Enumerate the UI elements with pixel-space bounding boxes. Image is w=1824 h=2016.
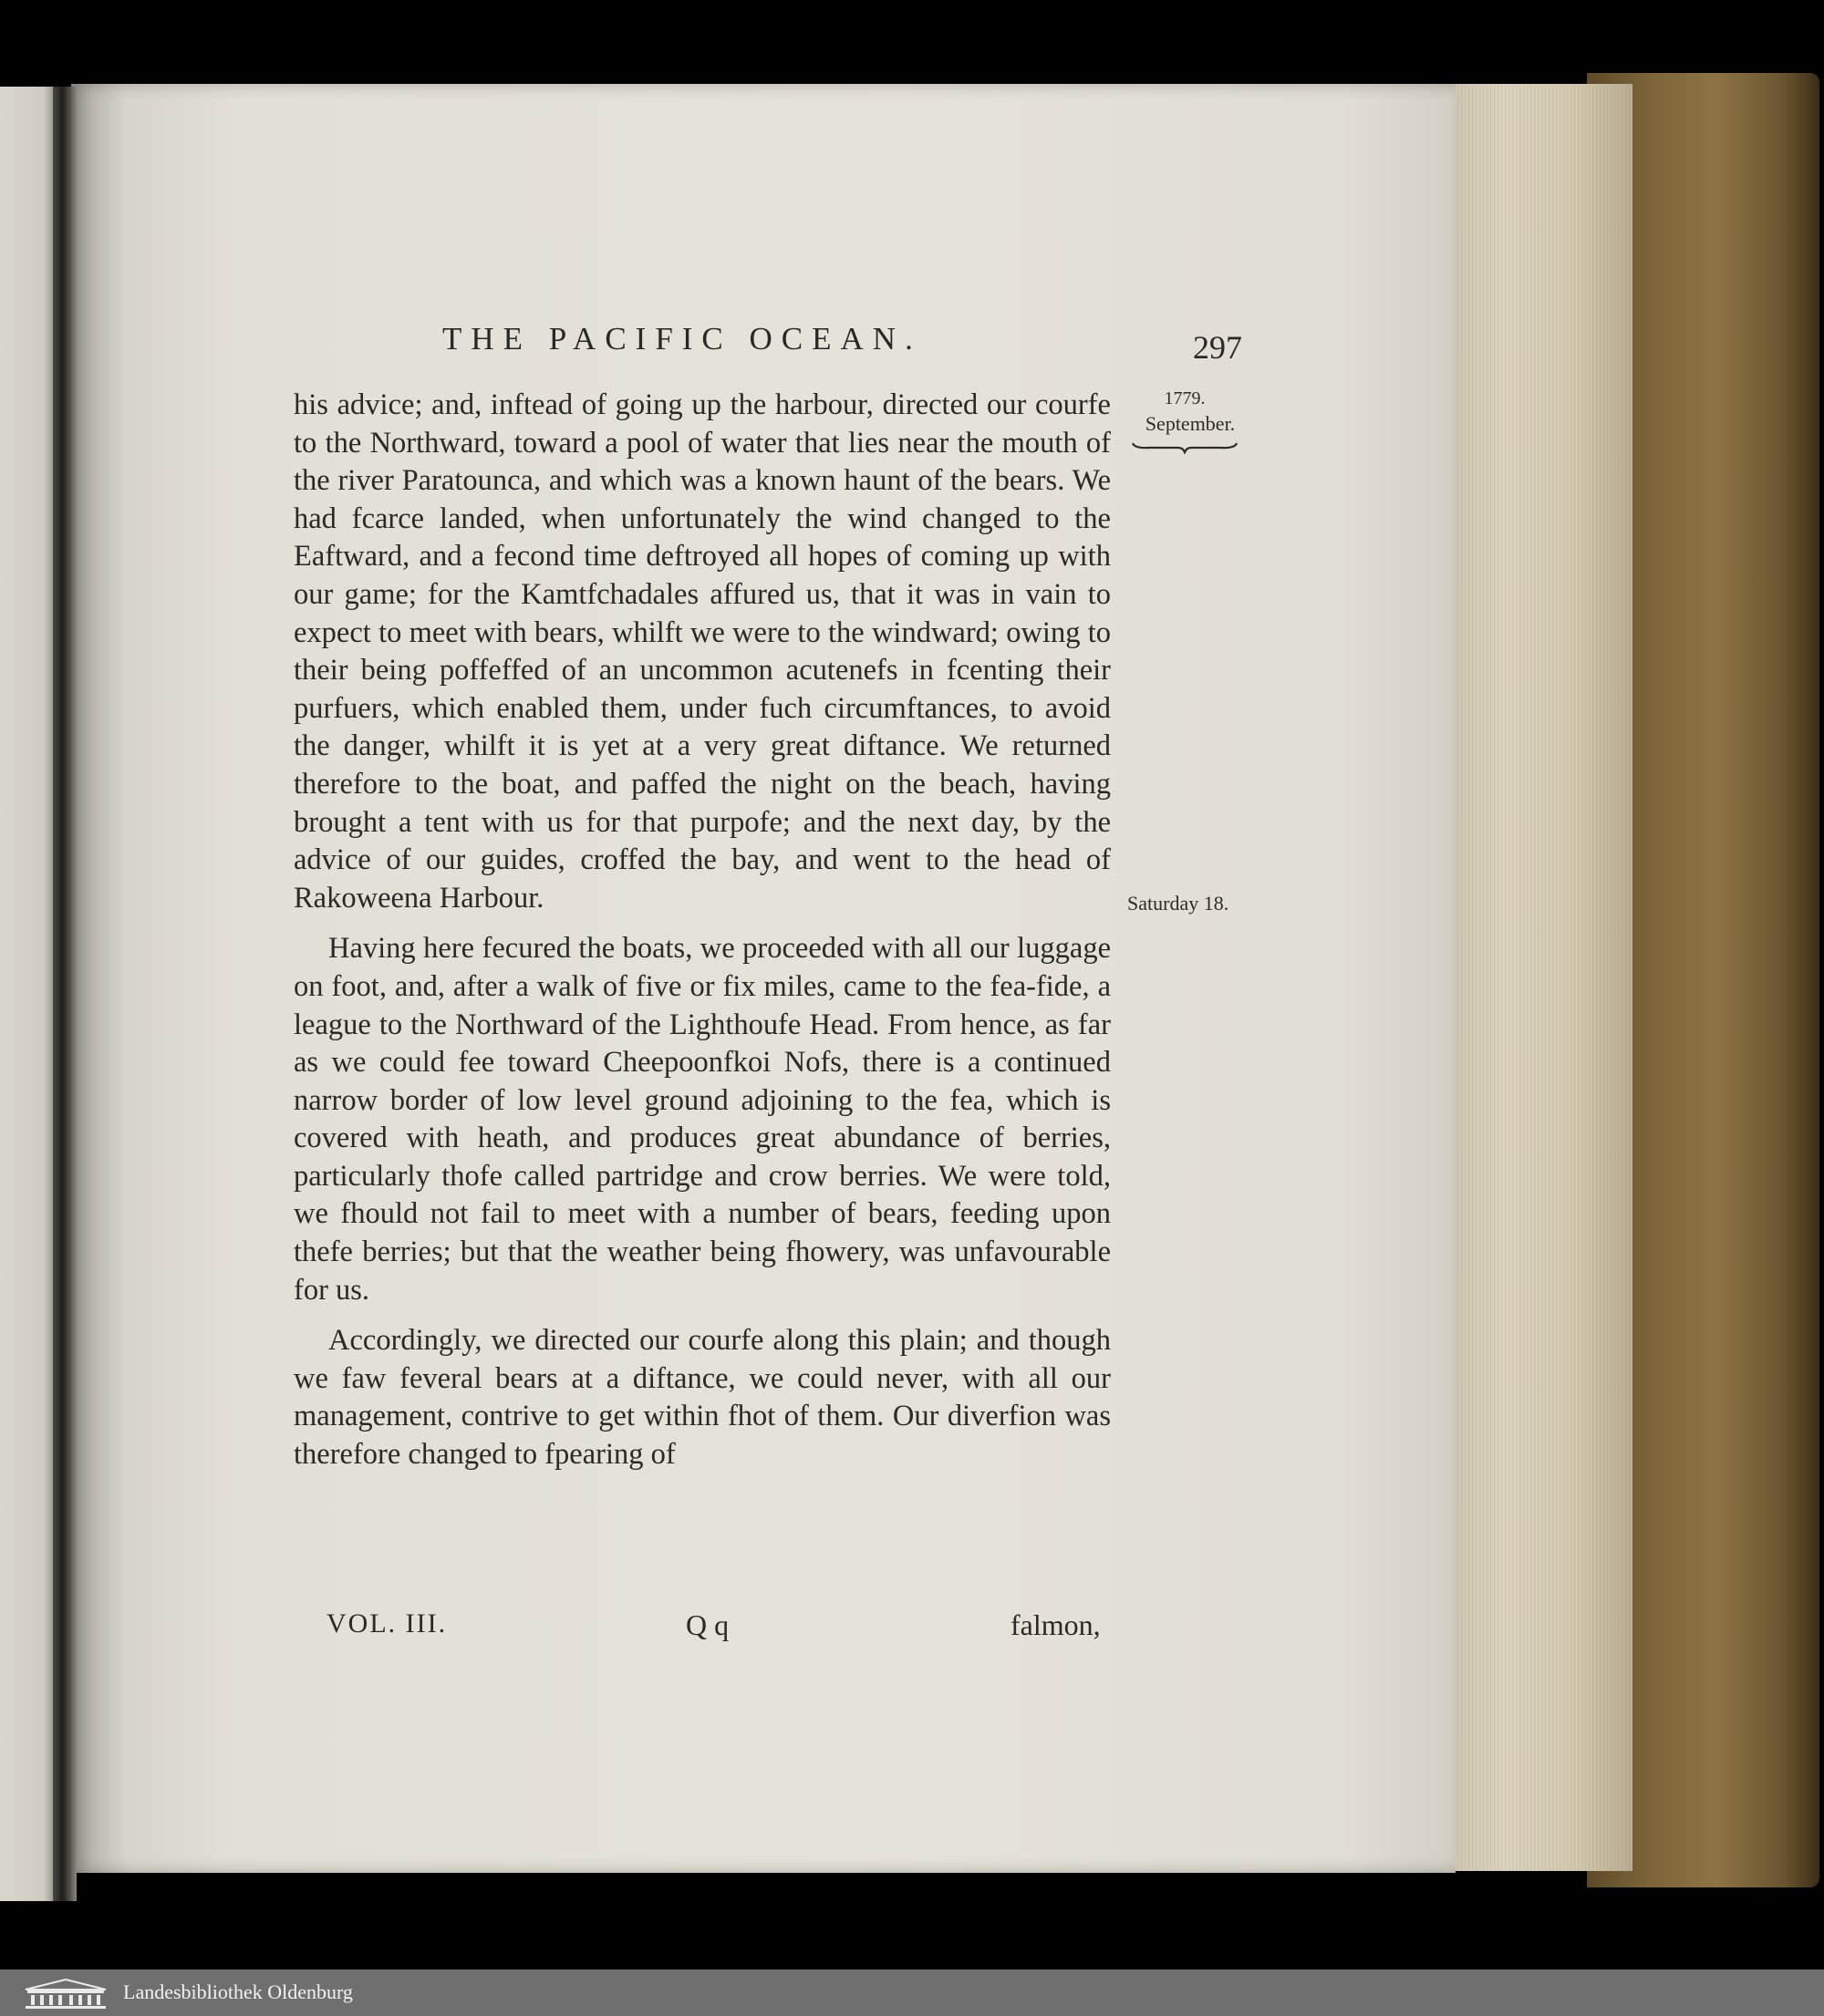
library-building-icon [20,1977,111,2010]
book-gutter [53,87,77,1901]
paragraph: Having here fecured the boats, we proceeded with all our luggage on foot, and, after a walk of five or fix miles, came to the fea-fide, a league to the Northward of the Lighthoufe Head. From hence, as far as we could fee toward Cheepoonfkoi Nofs, there is a continued narrow border of low level ground adjoining to the fea, which is covered with heath, and produces great abundance of berries, particularly thofe called partridge and crow berries. We were told, we fhould not fail to meet with a number of bears, feeding upon thefe berries; but that the weather being fhowery, was unfavourable for us. [294,932,1111,1307]
catchword: falmon, [1010,1608,1101,1641]
margin-note-year: 1779. [1164,388,1206,408]
signature-mark: Q q [686,1608,730,1641]
library-banner [0,1969,1824,2016]
brace-icon [1131,438,1238,454]
library-name: Landesbibliothek Oldenburg [123,1980,353,2003]
body-text [294,387,1111,1474]
margin-note-month: September. [1145,412,1236,435]
margin-note-date: Saturday 18. [1127,892,1229,915]
paragraph: his advice; and, inftead of going up the harbour, directed our courfe to the Northward, toward a pool of water that lies near the mouth of the river Paratounca, and which was a known haunt of the bears. We had fcarce landed, when unfortunately the wind changed to the Eaftward, and a fecond time deftroyed all hopes of coming up with our game; for the Kamtfchadales affured us, that it was in vain to expect to meet with bears, whilft we were to the windward; owing to their being poffeffed of an uncommon acutenefs in fcenting their purfuers, which enabled them, under fuch circumftances, to avoid the danger, whilft it is yet at a very great diftance. We returned therefore to the boat, and paffed the night on the beach, having brought a tent with us for that purpofe; and the next day, by the advice of our guides, croffed the bay, and went to the head of Rakoweena Harbour. [294,388,1111,915]
paragraph: Accordingly, we directed our courfe along this plain; and though we faw feveral bears at a diftance, we could never, with all our management, contrive to get within fhot of them. Our diverfion was therefore changed to fpearing of [294,1324,1111,1472]
volume-label: VOL. III. [326,1608,448,1639]
page-fore-edge [1450,84,1632,1871]
running-title: THE PACIFIC OCEAN. [442,321,922,357]
page-number: 297 [1193,329,1242,366]
